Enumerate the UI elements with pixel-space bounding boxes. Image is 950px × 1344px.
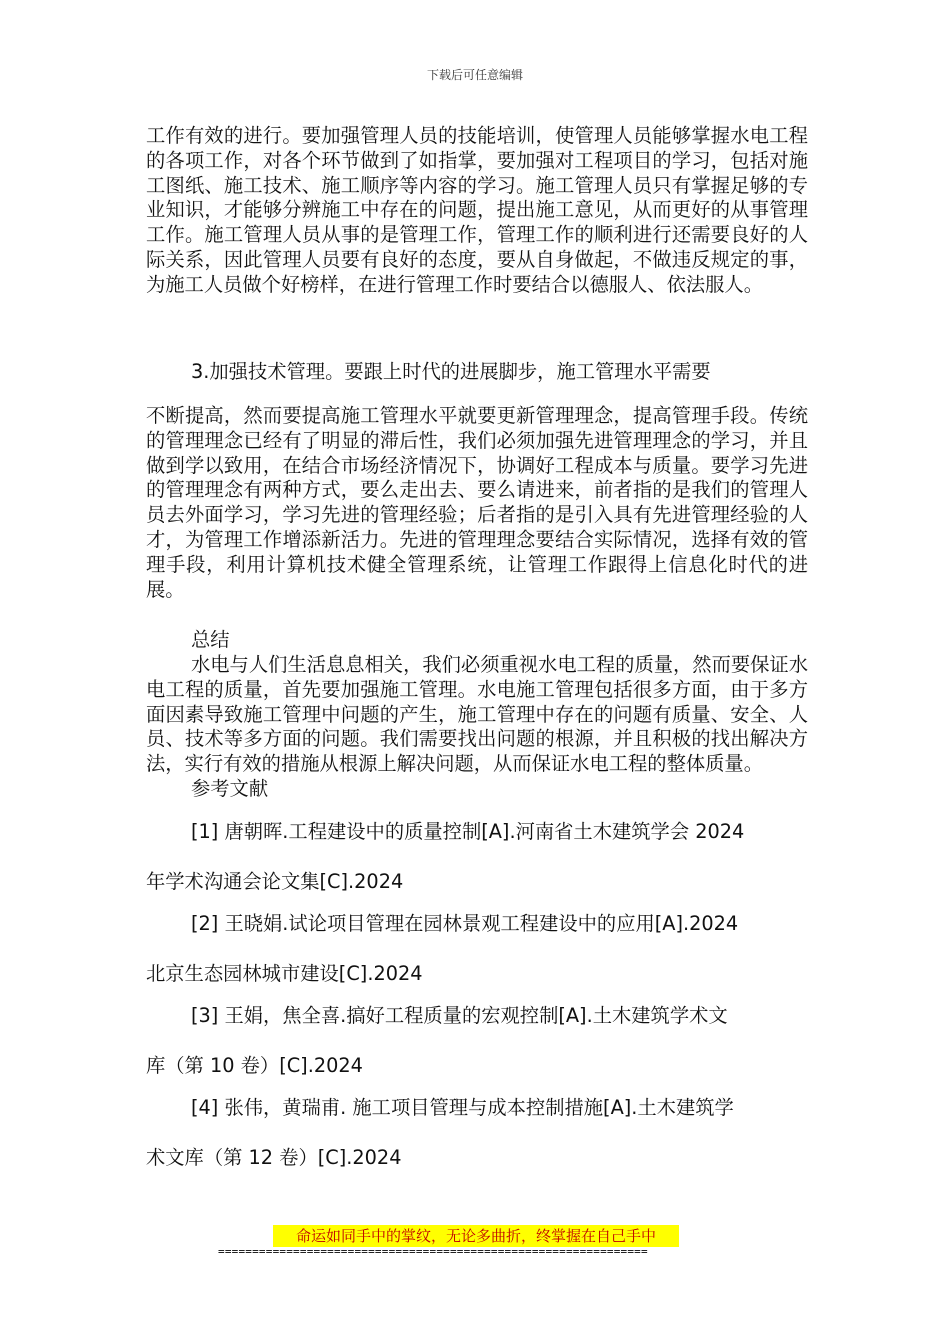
footer-divider: ===============================================================	[218, 1245, 648, 1258]
summary-paragraph: 水电与人们生活息息相关，我们必须重视水电工程的质量，然而要保证水电工程的质量，首先要加强施工管理。水电施工管理包括很多方面，由于多方面因素导致施工管理中问题的产生，施工管理中存在的问题有质量、安全、人员、技术等多方面的问题。我们需要找出问题的根源，并且积极的找出解决方法，实行有效的措施从根源上解决问题，从而保证水电工程的整体质量。	[146, 653, 808, 776]
reference-line: [2] 王晓娟.试论项目管理在园林景观工程建设中的应用[A].2024	[191, 911, 739, 935]
summary-heading: 总结	[191, 628, 230, 651]
footer-motto: 命运如同手中的掌纹，无论多曲折，终掌握在自己手中	[273, 1225, 679, 1247]
reference-item	[146, 820, 808, 894]
reference-item	[146, 912, 808, 986]
reference-line: [3] 王娟，焦全喜.搞好工程质量的宏观控制[A].土木建筑学术文	[191, 1003, 728, 1027]
reference-line-continued: 术文库（第 12 卷）[C].2024	[146, 1145, 402, 1169]
paragraph-staff-training: 工作有效的进行。要加强管理人员的技能培训，使管理人员能够掌握水电工程的各项工作，对各个环节做到了如指掌，要加强对工程项目的学习，包括对施工图纸、施工技术、施工顺序等内容的学习。施工管理人员只有掌握足够的专业知识，才能够分辨施工中存在的问题，提出施工意见，从而更好的从事管理工作。施工管理人员从事的是管理工作，管理工作的顺利进行还需要良好的人际关系，因此管理人员要有良好的态度，要从自身做起，不做违反规定的事，为施工人员做个好榜样，在进行管理工作时要结合以德服人、依法服人。	[146, 124, 808, 296]
document-body	[146, 124, 808, 1170]
reference-line: [4] 张伟，黄瑞甫. 施工项目管理与成本控制措施[A].土木建筑学	[191, 1095, 734, 1119]
page-header: 下载后可任意编辑	[426, 68, 523, 82]
paragraph-technical-management-lead: 3.加强技术管理。要跟上时代的进展脚步，施工管理水平需要	[191, 360, 711, 383]
reference-line: [1] 唐朝晖.工程建设中的质量控制[A].河南省土木建筑学会 2024	[191, 819, 745, 843]
reference-item	[146, 1096, 808, 1170]
references-heading: 参考文献	[191, 776, 269, 800]
reference-item	[146, 1004, 808, 1078]
reference-line-continued: 年学术沟通会论文集[C].2024	[146, 869, 404, 893]
reference-line-continued: 北京生态园林城市建设[C].2024	[146, 961, 423, 985]
reference-line-continued: 库（第 10 卷）[C].2024	[146, 1053, 363, 1077]
paragraph-technical-management: 不断提高，然而要提高施工管理水平就要更新管理理念，提高管理手段。传统的管理理念已经有了明显的滞后性，我们必须加强先进管理理念的学习，并且做到学以致用，在结合市场经济情况下，协调好工程成本与质量。要学习先进的管理理念有两种方式，要么走出去、要么请进来，前者指的是我们的管理人员去外面学习，学习先进的管理经验；后者指的是引入具有先进管理经验的人才，为管理工作增添新活力。先进的管理理念要结合实际情况，选择有效的管理手段，利用计算机技术健全管理系统，让管理工作跟得上信息化时代的进展。	[146, 404, 808, 601]
